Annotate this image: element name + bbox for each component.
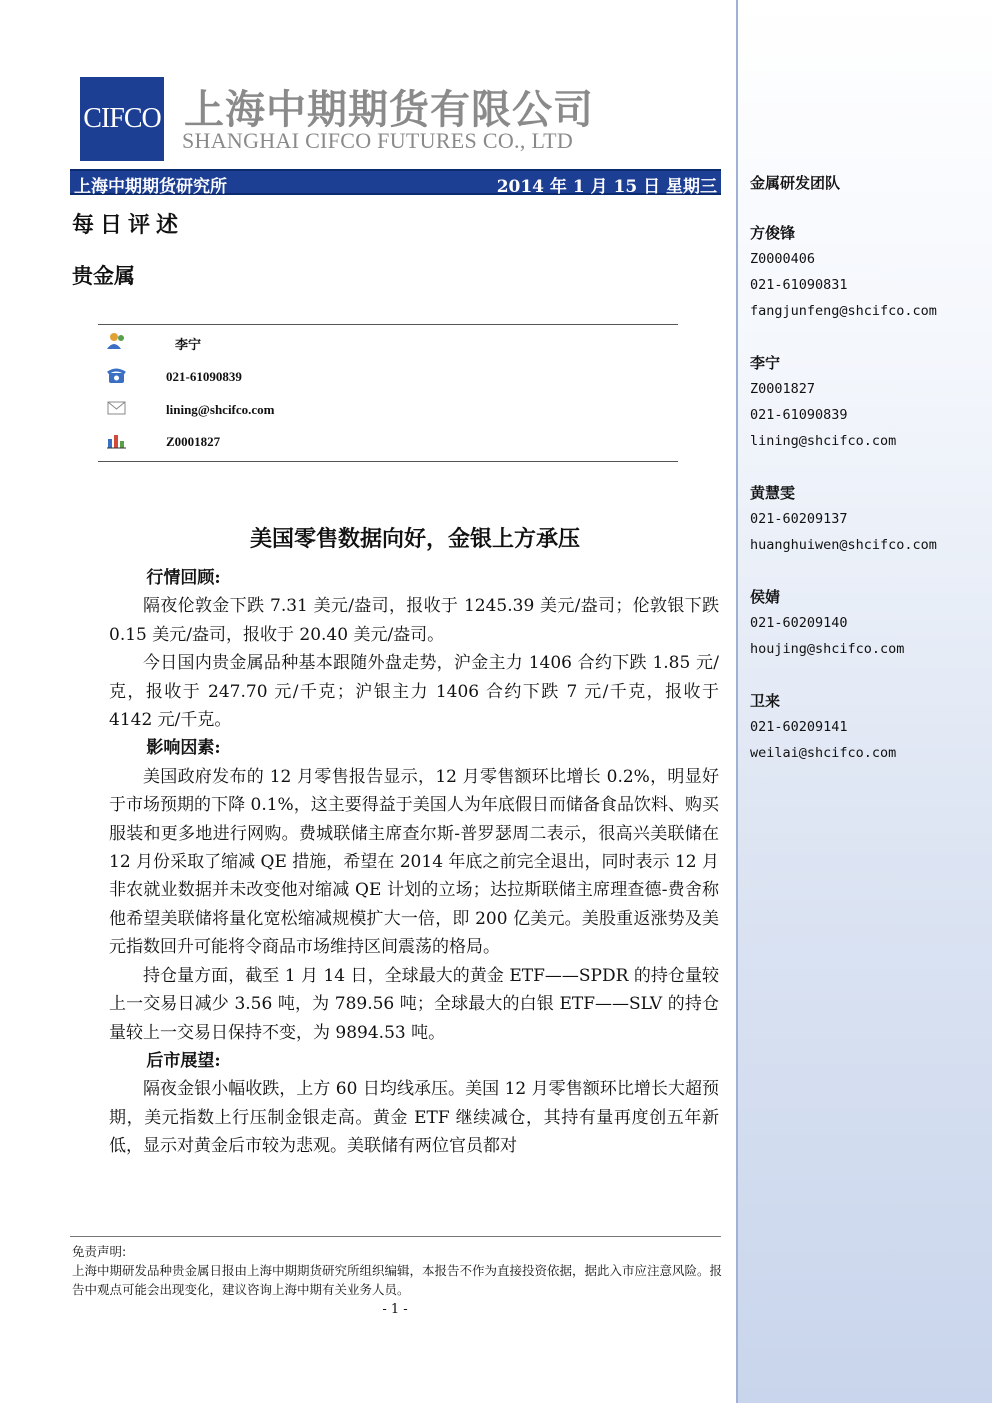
institute-name: 上海中期期货研究所 (74, 177, 227, 197)
sidebar-title: 金属研发团队 (750, 174, 841, 192)
contact-row-phone (106, 365, 128, 387)
category-heading: 贵金属 (72, 263, 135, 288)
section-heading-review: 行情回顾: (146, 568, 221, 588)
paragraph-factors-2: 持仓量方面，截至 1 月 14 日，全球最大的黄金 ETF——SPDR 的持仓量较上一交易日减少 3.56 吨，为 789.56 吨；全球最大的白银 ETF——SLV 的持仓量较上一交易日保持不变，为 9894.53 吨。 (109, 965, 719, 1043)
contact-row-name (106, 330, 128, 352)
paragraph-factors-1: 美国政府发布的 12 月零售报告显示，12 月零售额环比增长 0.2%，明显好于市场预期的下降 0.1%，这主要得益于美国人为年底假日而储备食品饮料、购买服装和更多地进行网购。费城联储主席查尔斯-普罗瑟周二表示，很高兴美联储在 12 月份采取了缩减 QE 措施，希望在 2014 年底之前完全退出，同时表示 12 月非农就业数据并未改变他对缩减 QE 计划的立场；达拉斯联储主席理查德-费舍称他希望美联储将量化宽松缩减规模扩大一倍，即 200 亿美元。美股重返涨势及美元指数回升可能将令商品市场维持区间震荡的格局。 (109, 766, 719, 958)
member-name: 方俊锋 (750, 224, 796, 242)
member-phone: 021-61090839 (750, 407, 848, 423)
member-name: 黄慧雯 (750, 484, 796, 502)
section-heading-outlook: 后市展望: (146, 1050, 221, 1071)
team-member (750, 480, 937, 558)
member-email[interactable]: fangjunfeng@shcifco.com (750, 303, 937, 319)
member-phone: 021-61090831 (750, 277, 848, 293)
disclaimer-title: 免责声明: (72, 1244, 127, 1259)
member-name: 李宁 (750, 354, 781, 372)
team-member (750, 584, 904, 662)
team-member (750, 688, 896, 766)
member-name: 侯婧 (750, 588, 781, 606)
chart-icon (106, 431, 128, 449)
section-heading-factors: 影响因素: (146, 738, 221, 759)
company-logo (80, 77, 164, 161)
member-email[interactable]: weilai@shcifco.com (750, 745, 897, 761)
member-license: Z0001827 (750, 381, 816, 397)
phone-icon (106, 367, 128, 385)
member-email[interactable]: lining@shcifco.com (750, 433, 897, 449)
member-email[interactable]: huanghuiwen@shcifco.com (750, 537, 937, 553)
person-icon (106, 332, 128, 350)
article-title: 美国零售数据向好，金银上方承压 (249, 526, 580, 552)
member-phone: 021-60209137 (750, 511, 848, 527)
paragraph-review-2: 今日国内贵金属品种基本跟随外盘走势，沪金主力 1406 合约下跌 1.85 元/克，报收于 247.70 元/千克；沪银主力 1406 合约下跌 7 元/千克，报收于 4142 元/千克。 (109, 653, 719, 731)
paragraph-outlook: 隔夜金银小幅收跌，上方 60 日均线承压。美国 12 月零售额环比增长大超预期，美元指数上行压制金银走高。黄金 ETF 继续减仓，其持有量再度创五年新低，显示对黄金后市较为悲观。美联储有两位官员都对 (109, 1079, 719, 1157)
team-member (750, 350, 896, 454)
disclaimer (72, 1242, 722, 1299)
report-type-heading: 每日评述 (72, 212, 185, 238)
member-phone: 021-60209140 (750, 615, 848, 631)
contact-row-license (106, 429, 128, 451)
contact-row-email (106, 397, 128, 419)
logo-text: CIFCO (83, 103, 161, 134)
member-phone: 021-60209141 (750, 719, 848, 735)
analyst-phone: 021-61090839 (166, 369, 242, 384)
mail-icon (106, 399, 128, 417)
analyst-email[interactable]: lining@shcifco.com (166, 402, 275, 417)
member-email[interactable]: houjing@shcifco.com (750, 641, 905, 657)
analyst-name: 李宁 (175, 337, 202, 352)
report-date: 2014 年 1 月 15 日 星期三 (496, 177, 717, 197)
paragraph-review-1: 隔夜伦敦金下跌 7.31 美元/盎司，报收于 1245.39 美元/盎司；伦敦银下跌 0.15 美元/盎司，报收于 20.40 美元/盎司。 (109, 596, 719, 645)
page-number: - 1 - (382, 1302, 408, 1317)
team-sidebar (736, 0, 992, 1403)
company-name-cn: 上海中期期货有限公司 (184, 87, 594, 133)
analyst-license: Z0001827 (166, 434, 221, 449)
company-name-en: SHANGHAI CIFCO FUTURES CO., LTD (182, 128, 574, 153)
team-member (750, 220, 937, 324)
header-bar (70, 169, 721, 195)
disclaimer-text: 上海中期研发品种贵金属日报由上海中期期货研究所组织编辑，本报告不作为直接投资依据，据此入市应注意风险。报告中观点可能会出现变化，建议咨询上海中期有关业务人员。 (72, 1263, 723, 1297)
member-license: Z0000406 (750, 251, 816, 267)
member-name: 卫来 (750, 692, 781, 710)
analyst-contact-box (98, 324, 678, 462)
footer-divider (70, 1236, 721, 1237)
article-body (109, 564, 719, 1161)
